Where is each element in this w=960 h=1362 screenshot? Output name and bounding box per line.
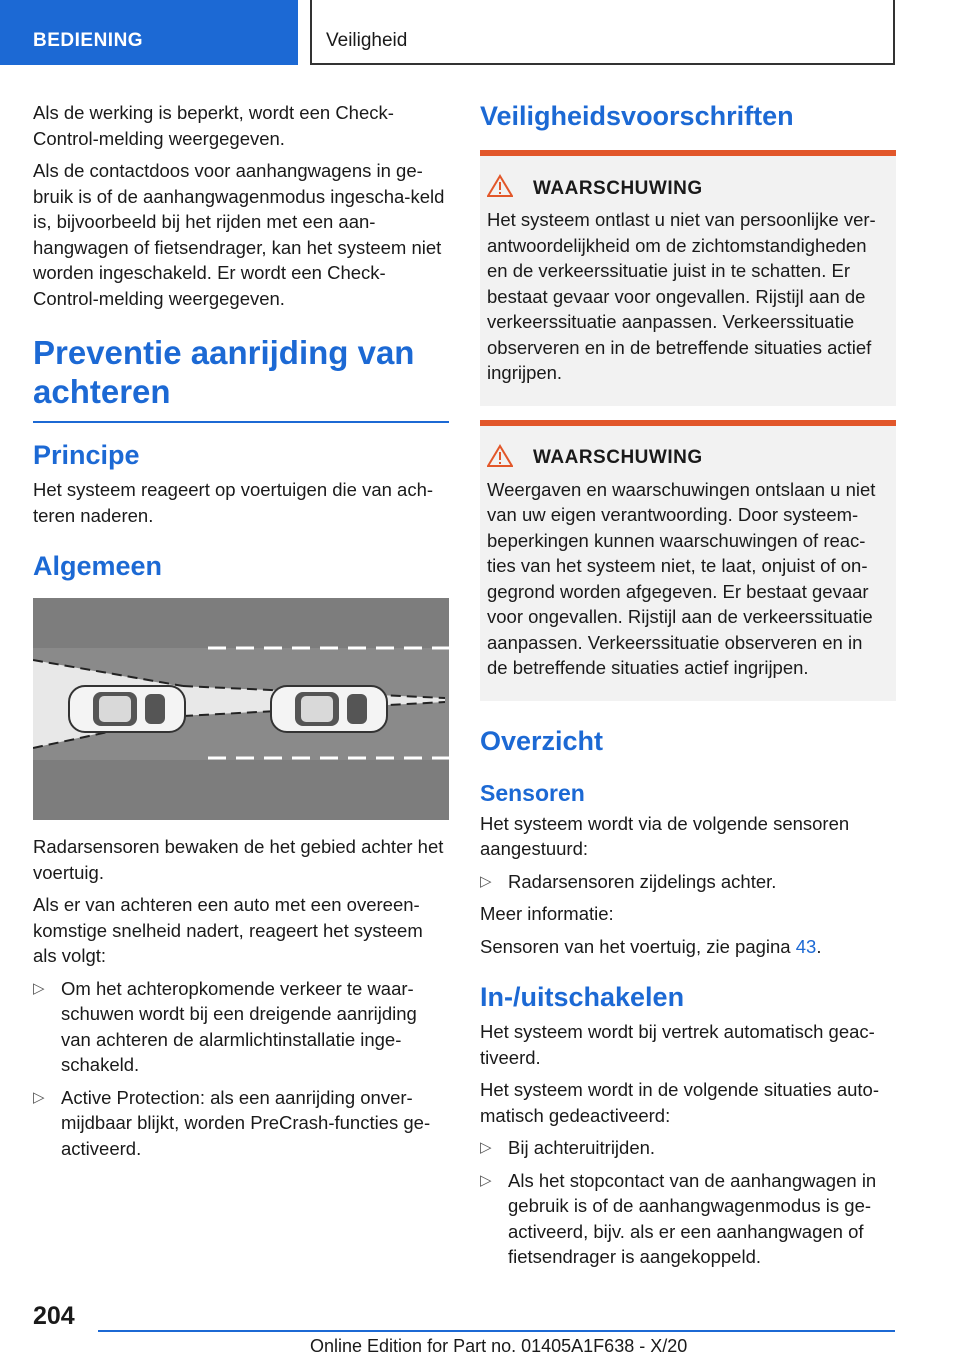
warning-title-1: WAARSCHUWING [533,177,703,199]
overzicht-heading: Overzicht [480,725,604,756]
list-item-text: Active Protection: als een aanrijding onver-mijdbaar blijkt, worden PreCrash-functies ge-activeerd. [61,1086,431,1159]
triangle-bullet-icon: ▷ [480,1171,492,1189]
algemeen-paragraph-2: Als er van achteren een auto met een overeen-komstige snelheid nadert, reageert het systeem als volgt: [33,894,423,966]
list-item [480,1168,896,1270]
warning-triangle-icon [487,174,533,203]
footer-edition: Online Edition for Part no. 01405A1F638 - X/20 [310,1336,688,1356]
road-diagram [33,598,449,820]
list-item [480,869,896,895]
main-heading: Preventie aanrijding van achteren [33,333,449,423]
own-car-icon [69,686,185,732]
right-column [480,100,896,1277]
triangle-bullet-icon: ▷ [33,979,45,997]
list-item [33,976,449,1078]
list-item-text: Radarsensoren zijdelings achter. [508,870,777,892]
inuit-heading: In-/uitschakelen [480,982,685,1012]
warning-title-2: WAARSCHUWING [533,447,703,468]
list-item-text: Bij achteruitrijden. [508,1137,656,1158]
sensoren-text: Het systeem wordt via de volgende sensoren aangestuurd: [480,812,850,859]
header-section-label: BEDIENING [33,30,144,51]
intro-paragraph-1: Als de werking is beperkt, wordt een Check-Control-melding weergegeven. [33,102,394,149]
safety-heading: Veiligheidsvoorschriften [480,101,794,131]
footer-divider [98,1330,895,1332]
list-item-text: Als het stopcontact van de aanhangwagen in gebruik is of de aanhangwagenmodus is ge-activeerd, bijv. als er een aanhangwagen of fietsendrager is aangekoppeld. [508,1169,877,1267]
page-number: 204 [33,1302,75,1330]
inuit-paragraph-1: Het systeem wordt bij vertrek automatisch geac-tiveerd. [480,1021,875,1068]
figure-caption: Radarsensoren bewaken de het gebied achter het voertuig. [33,836,444,883]
header-chapter-label: Veiligheid [326,30,408,51]
list-item-text: Om het achteropkomende verkeer te waar-schuwen wordt bij een dreigende aanrijding van achteren de alarmlichtinstallatie inge-schakeld. [61,977,417,1075]
header-section-tab [0,0,298,65]
warning-box-2 [480,420,896,701]
reference-line [480,934,896,960]
reaction-list [33,976,449,1162]
meer-info: Meer informatie: [480,903,614,924]
header-chapter-box [310,0,895,65]
left-column [33,100,449,1168]
warning-triangle-icon [487,444,533,473]
rear-collision-illustration [33,598,449,820]
triangle-bullet-icon: ▷ [480,872,492,890]
principe-text: Het systeem reageert op voertuigen die van ach-teren naderen. [33,479,434,526]
principe-heading: Principe [33,440,140,470]
reference-text: Sensoren van het voertuig, zie pagina [480,935,796,957]
sensoren-list [480,869,896,895]
warning-text-1: Het systeem ontlast u niet van persoonlijke ver-antwoordelijkheid om de zichtomstandigheden en de verkeerssituatie juist in te schatten. Er bestaat gevaar voor ongevallen. Rijstijl aan de verkeerssituatie aanpassen. Verkeerssituatie observeren en in de betreffende situaties actief ingrijpen. [487,209,876,383]
list-item [480,1135,896,1161]
warning-text-2: Weergaven en waarschuwingen ontslaan u niet van uw eigen verantwoording. Door systeem-beperkingen kunnen waarschuwingen of reac-ties van het systeem niet, te laat, onjuist of on-gegrond worden afgegeven. Er bestaat gevaar voor ongevallen. Rijstijl aan de verkeerssituatie aanpassen. Verkeerssituatie observeren en in de betreffende situaties actief ingrijpen. [487,478,876,678]
algemeen-heading: Algemeen [33,551,163,581]
page-link[interactable]: 43 [795,935,817,957]
warning-box-1 [480,150,896,406]
triangle-bullet-icon: ▷ [480,1139,492,1156]
triangle-bullet-icon: ▷ [33,1088,45,1106]
intro-paragraph-2: Als de contactdoos voor aanhangwagens in ge-bruik is of de aanhangwagenmodus ingescha-keld is, bijvoorbeeld bij het rijden met een aan-hangwagen of fietsendrager, kan het systeem niet worden ingeschakeld. Er wordt een Check-Control-melding weergegeven. [33,160,445,309]
list-item [33,1085,449,1162]
deactivation-list [480,1135,896,1270]
inuit-paragraph-2: Het systeem wordt in de volgende situaties auto-matisch gedeactiveerd: [480,1079,879,1126]
reference-end: . [816,935,822,957]
approaching-car-icon [271,686,387,732]
sensoren-heading: Sensoren [480,779,585,806]
